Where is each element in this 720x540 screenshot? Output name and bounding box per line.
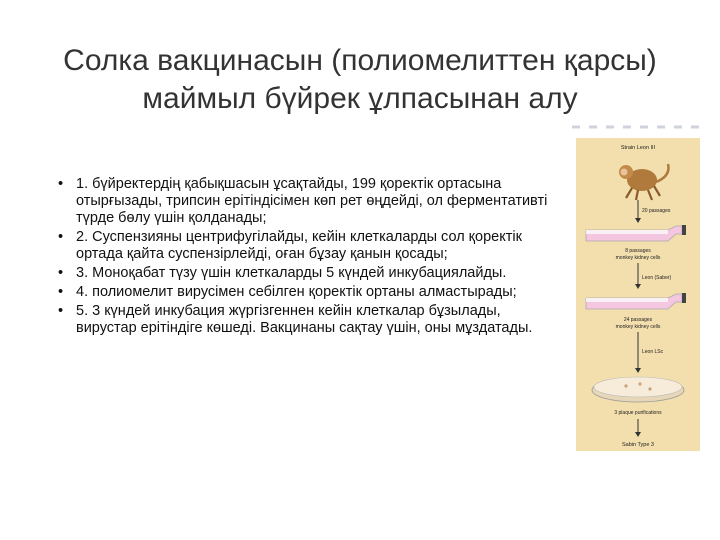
arrow-down-icon [635, 200, 641, 223]
label-plaque: 3 plaque purifications [614, 410, 662, 416]
monkey-icon [619, 164, 669, 200]
label-monkey-cells-1: 8 passages [625, 248, 651, 254]
flask-icon [586, 225, 686, 241]
petri-dish-icon [592, 377, 684, 402]
bullet-text: 5. 3 күндей инкубация жүргізгеннен кейін клеткалар бұзылады, вирустар ерітіндіге көшеді. Вакцинаны сақтау үшін, оны мұздатады. [76, 303, 533, 336]
flask-icon [586, 293, 686, 309]
slide-title [40, 42, 680, 118]
label-passages-20: 20 passages [642, 208, 671, 214]
bullet-item [56, 229, 556, 263]
bullet-dot: • [58, 265, 64, 281]
bullet-item [56, 303, 556, 337]
bullet-text: 3. Моноқабат түзу үшін клеткаларды 5 күндей инкубациялайды. [76, 265, 507, 281]
bullet-text: 4. полиомелит вирусімен себілген қоректік ортаны алмастырады; [76, 284, 517, 300]
bullet-item [56, 284, 556, 301]
label-sabin: Sabin Type 3 [621, 442, 655, 448]
arrow-down-icon [635, 419, 641, 437]
bullet-list [56, 176, 556, 339]
label-leon-saber: Leon (Saber) [642, 275, 672, 281]
figure-diagram [576, 138, 700, 451]
decorative-dashes [572, 124, 702, 130]
bullet-text: 2. Суспензияны центрифугілайды, кейін клеткаларды сол қоректік ортада қайта суспензірлейді, оған бұзау қанын қосады; [76, 229, 522, 262]
title-line-2: маймыл бүйрек ұлпасынан алу [142, 82, 578, 115]
arrow-down-icon [635, 263, 641, 289]
label-leon-lsc: Leon LSc [642, 349, 664, 355]
title-line-1: Солка вакцинасын (полиомелиттен қарсы) [63, 44, 657, 77]
bullet-dot: • [58, 176, 64, 192]
label-monkey-cells-2: 24 passages [623, 317, 653, 323]
bullet-text: 1. бүйректердің қабықшасын ұсақтайды, 199 қоректік ортасына отырғызады, трипсин ерітіндісімен көп рет өңдейді, ол ферментативті түрде бөлу үшін қолданады; [76, 176, 548, 226]
bullet-dot: • [58, 303, 64, 319]
vaccine-production-figure [576, 138, 700, 451]
bullet-item [56, 265, 556, 282]
bullet-dot: • [58, 284, 64, 300]
label-monkey-cells-1b: monkey kidney cells [615, 255, 661, 261]
bullet-item [56, 176, 556, 227]
bullet-dot: • [58, 229, 64, 245]
label-monkey-cells-2b: monkey kidney cells [615, 324, 661, 330]
label-strain: Strain Leon III [620, 145, 656, 151]
arrow-down-icon [635, 332, 641, 373]
